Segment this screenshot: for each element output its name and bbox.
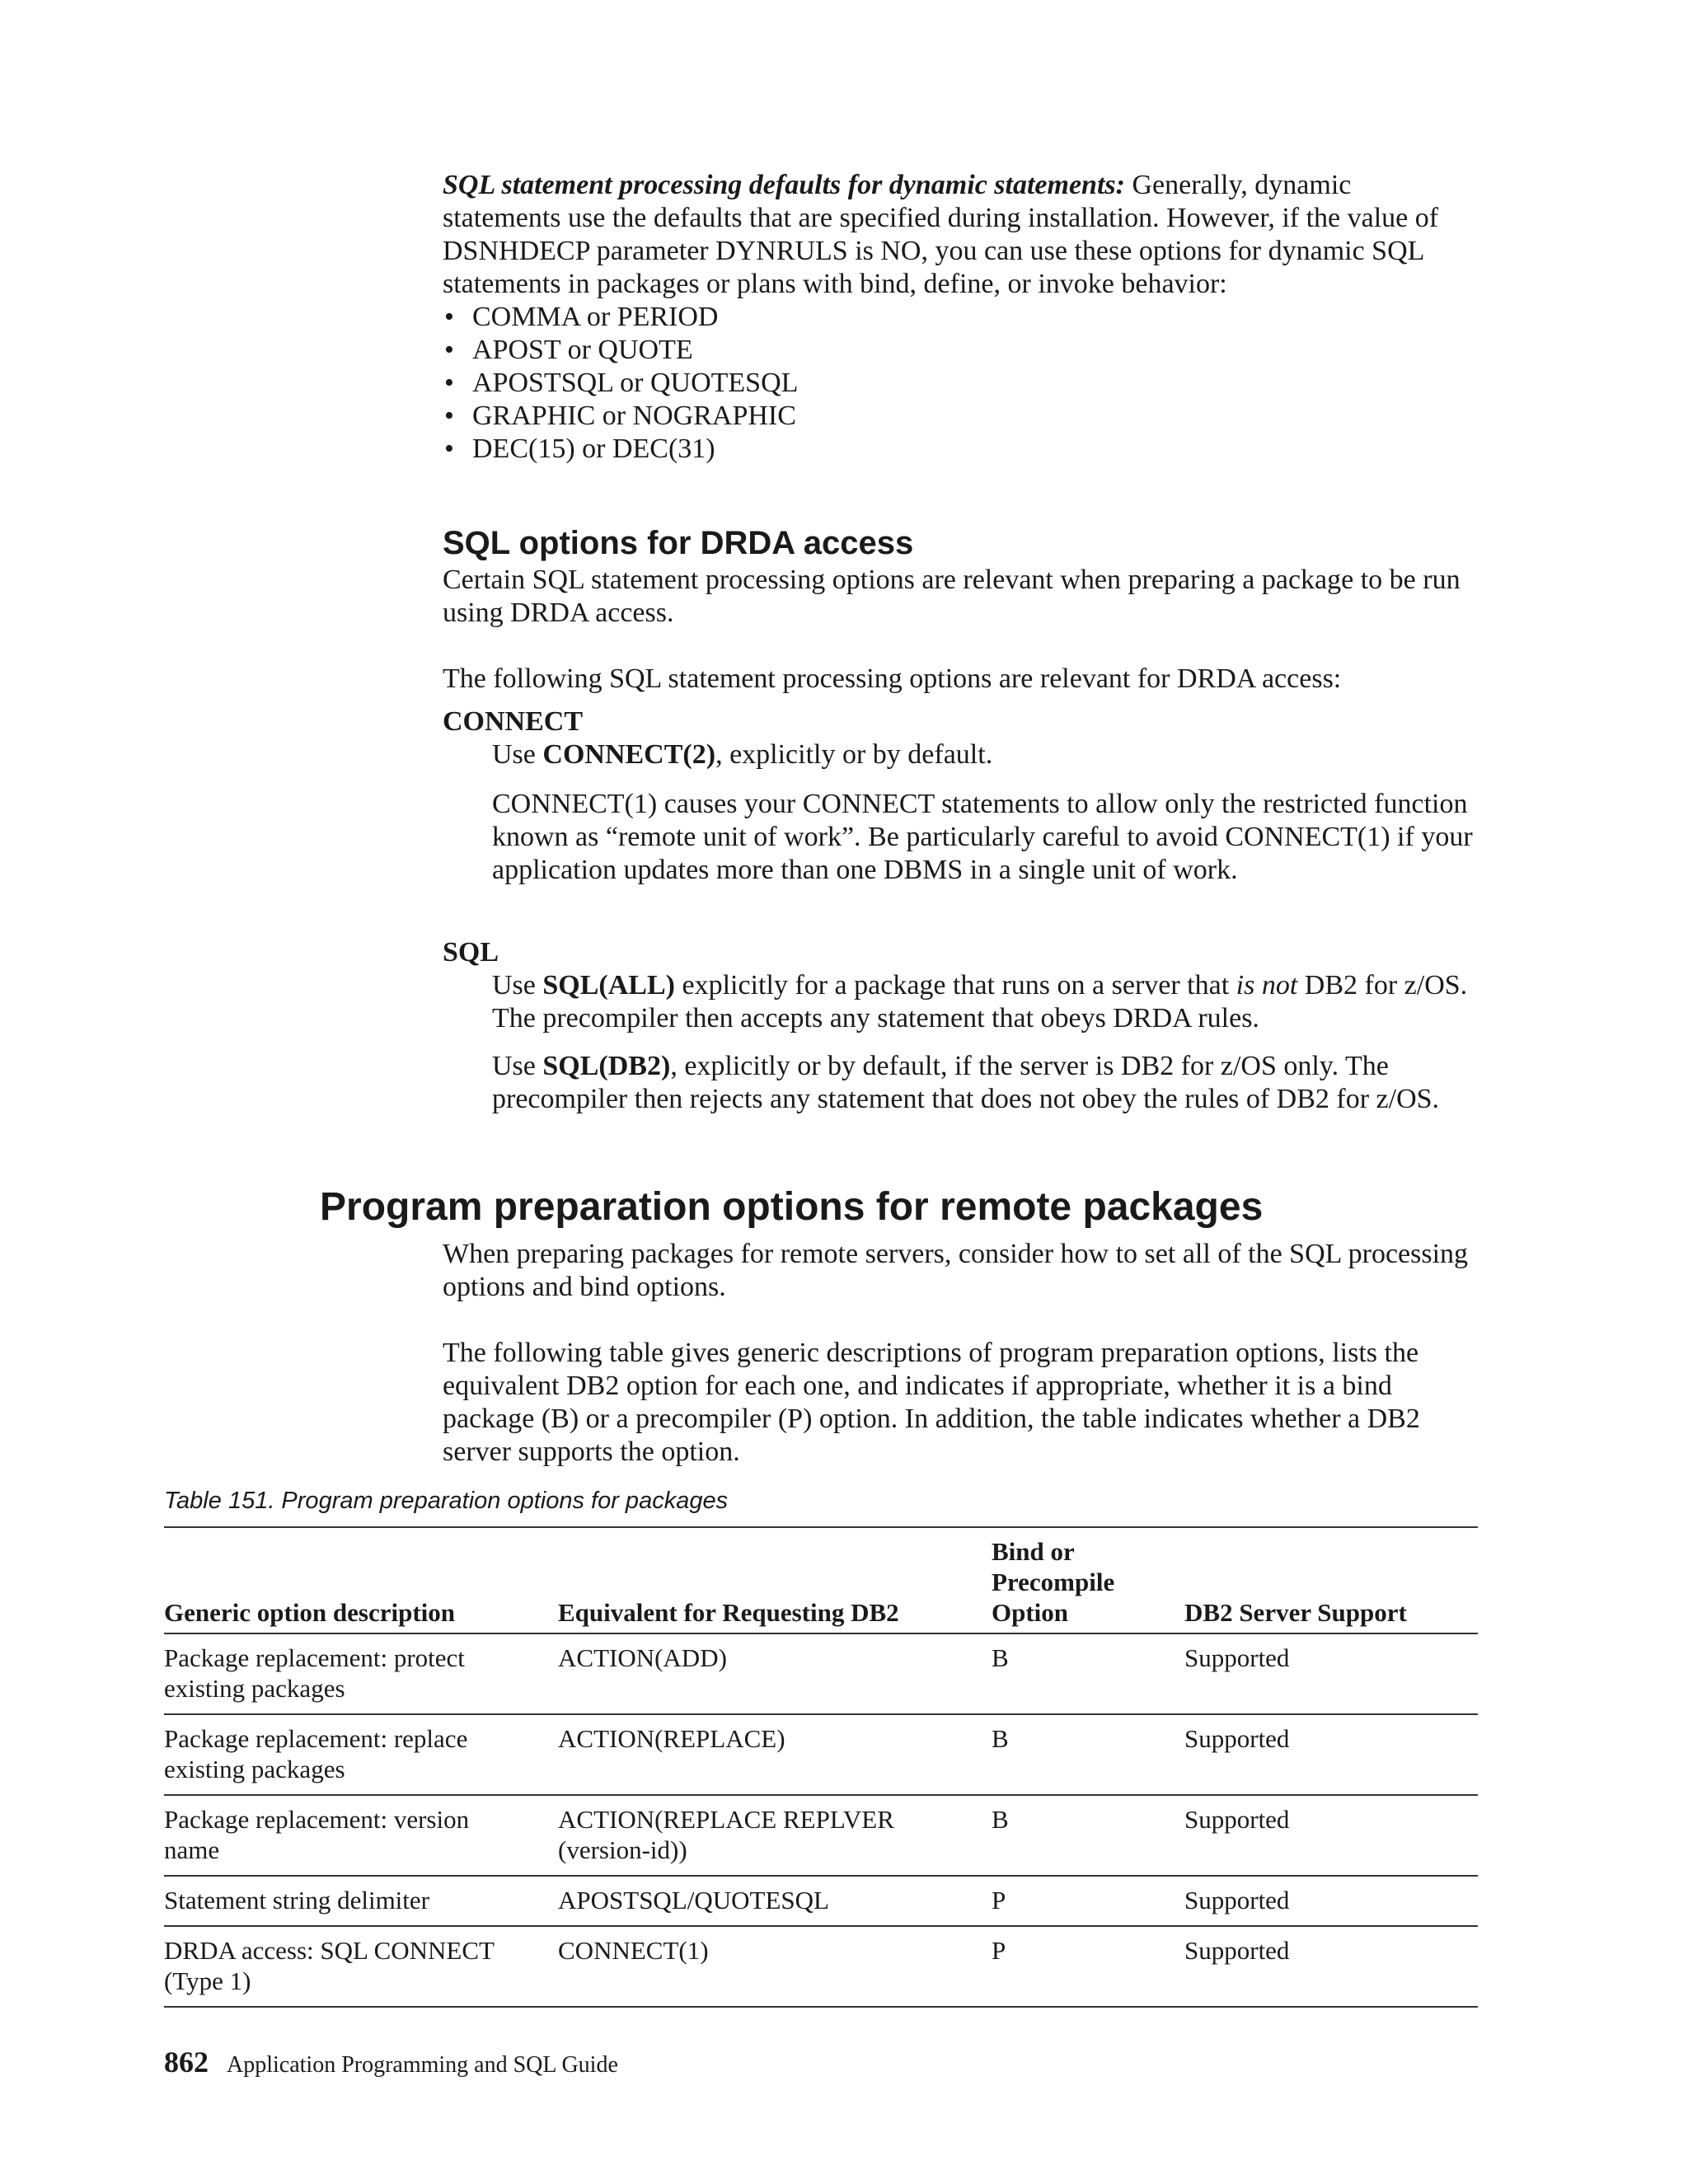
sql-p1-option: SQL(ALL) [542, 970, 675, 1001]
list-item: • APOSTSQL or QUOTESQL [443, 367, 1473, 400]
dynamic-defaults-section [443, 169, 1473, 466]
table-cell: Package replacement: replace existing packages [164, 1714, 558, 1795]
table-cell: ACTION(ADD) [558, 1633, 992, 1714]
sql-p1-text: DB2 for z/OS. The precompiler then accepts any statement that obeys DRDA rules. [492, 970, 1468, 1033]
drda-list-intro-paragraph: The following SQL statement processing options are relevant for DRDA access: [443, 663, 1342, 694]
table-cell: APOSTSQL/QUOTESQL [558, 1876, 992, 1926]
table-cell: Supported [1184, 1633, 1478, 1714]
sql-p1-emphasis: is not [1236, 970, 1298, 1001]
table-cell: DRDA access: SQL CONNECT (Type 1) [164, 1926, 558, 2007]
table-cell: CONNECT(1) [558, 1926, 992, 2007]
list-item: • GRAPHIC or NOGRAPHIC [443, 400, 1473, 433]
table-header-row [164, 1527, 1478, 1633]
table-row [164, 1795, 1478, 1876]
table-cell: Supported [1184, 1876, 1478, 1926]
sql-paragraph-1 [492, 969, 1481, 1035]
table-cell: ACTION(REPLACE REPLVER (version-id)) [558, 1795, 992, 1876]
table-cell: B [992, 1714, 1184, 1795]
connect-paragraph-1 [492, 738, 1481, 771]
table-row [164, 1633, 1478, 1714]
sql-p1-text: Use [492, 970, 543, 1001]
sql-term: SQL [443, 937, 499, 968]
list-item: • COMMA or PERIOD [443, 301, 1473, 334]
sql-p1-text: explicitly for a package that runs on a server that [674, 970, 1236, 1001]
connect-term: CONNECT [443, 706, 584, 737]
options-table [164, 1526, 1478, 2008]
table-cell: B [992, 1633, 1184, 1714]
remote-intro-paragraph: When preparing packages for remote servers, consider how to set all of the SQL processing options and bind options. [443, 1239, 1469, 1302]
drda-intro-paragraph: Certain SQL statement processing options are relevant when preparing a package to be run using DRDA access. [443, 565, 1461, 628]
drda-section-heading: SQL options for DRDA access [443, 525, 914, 561]
sql-p2-text: , explicitly or by default, if the server is DB2 for z/OS only. The precompiler then rejects any statement that does not obey the rules of DB2 for z/OS. [492, 1051, 1440, 1114]
list-item: • APOST or QUOTE [443, 334, 1473, 367]
table-cell: ACTION(REPLACE) [558, 1714, 992, 1795]
remote-packages-heading: Program preparation options for remote packages [320, 1185, 1264, 1229]
table-cell: Supported [1184, 1795, 1478, 1876]
table-cell: P [992, 1876, 1184, 1926]
table-cell: P [992, 1926, 1184, 2007]
table-cell: Package replacement: protect existing packages [164, 1633, 558, 1714]
table-cell: Package replacement: version name [164, 1795, 558, 1876]
table-cell: Supported [1184, 1714, 1478, 1795]
dynamic-options-list [443, 301, 1473, 466]
table-row [164, 1714, 1478, 1795]
list-item: • DEC(15) or DEC(31) [443, 433, 1473, 466]
table-cell: Supported [1184, 1926, 1478, 2007]
sql-p2-option: SQL(DB2) [542, 1051, 671, 1081]
page-footer [164, 2046, 618, 2082]
column-header-server-support: DB2 Server Support [1184, 1527, 1478, 1633]
table-cell: B [992, 1795, 1184, 1876]
connect-p1-text: Use [492, 739, 543, 770]
dynamic-defaults-text: Generally, dynamic statements use the defaults that are specified during installation. However, if the value of DSNHDECP parameter DYNRULS is NO, you can use these options for dynamic SQL statements in packages or plans with bind, define, or invoke behavior: [443, 170, 1439, 299]
column-header-bind-precompile: Bind or Precompile Option [992, 1527, 1184, 1633]
dynamic-defaults-paragraph [443, 169, 1473, 301]
table-cell: Statement string delimiter [164, 1876, 558, 1926]
table-row [164, 1926, 1478, 2007]
sql-paragraph-2 [492, 1050, 1481, 1116]
page-number: 862 [164, 2046, 209, 2079]
table-row [164, 1876, 1478, 1926]
remote-table-intro-paragraph: The following table gives generic descriptions of program preparation options, lists the equivalent DB2 option for each one, and indicates if appropriate, whether it is a bind package (B) or a precompiler (P) option. In addition, the table indicates whether a DB2 server supports the option. [443, 1338, 1420, 1467]
book-title: Application Programming and SQL Guide [227, 2052, 618, 2078]
sql-p2-text: Use [492, 1051, 543, 1081]
connect-paragraph-2: CONNECT(1) causes your CONNECT statements to allow only the restricted function known as “remote unit of work”. Be particularly careful to avoid CONNECT(1) if your application updates more than one DBMS in a single unit of work. [492, 789, 1473, 885]
column-header-equivalent: Equivalent for Requesting DB2 [558, 1527, 992, 1633]
table-caption: Table 151. Program preparation options for packages [164, 1488, 729, 1514]
column-header-generic: Generic option description [164, 1527, 558, 1633]
dynamic-defaults-lead: SQL statement processing defaults for dynamic statements: [443, 170, 1125, 200]
connect-p1-option: CONNECT(2) [542, 739, 716, 770]
connect-p1-text: , explicitly or by default. [715, 739, 993, 770]
